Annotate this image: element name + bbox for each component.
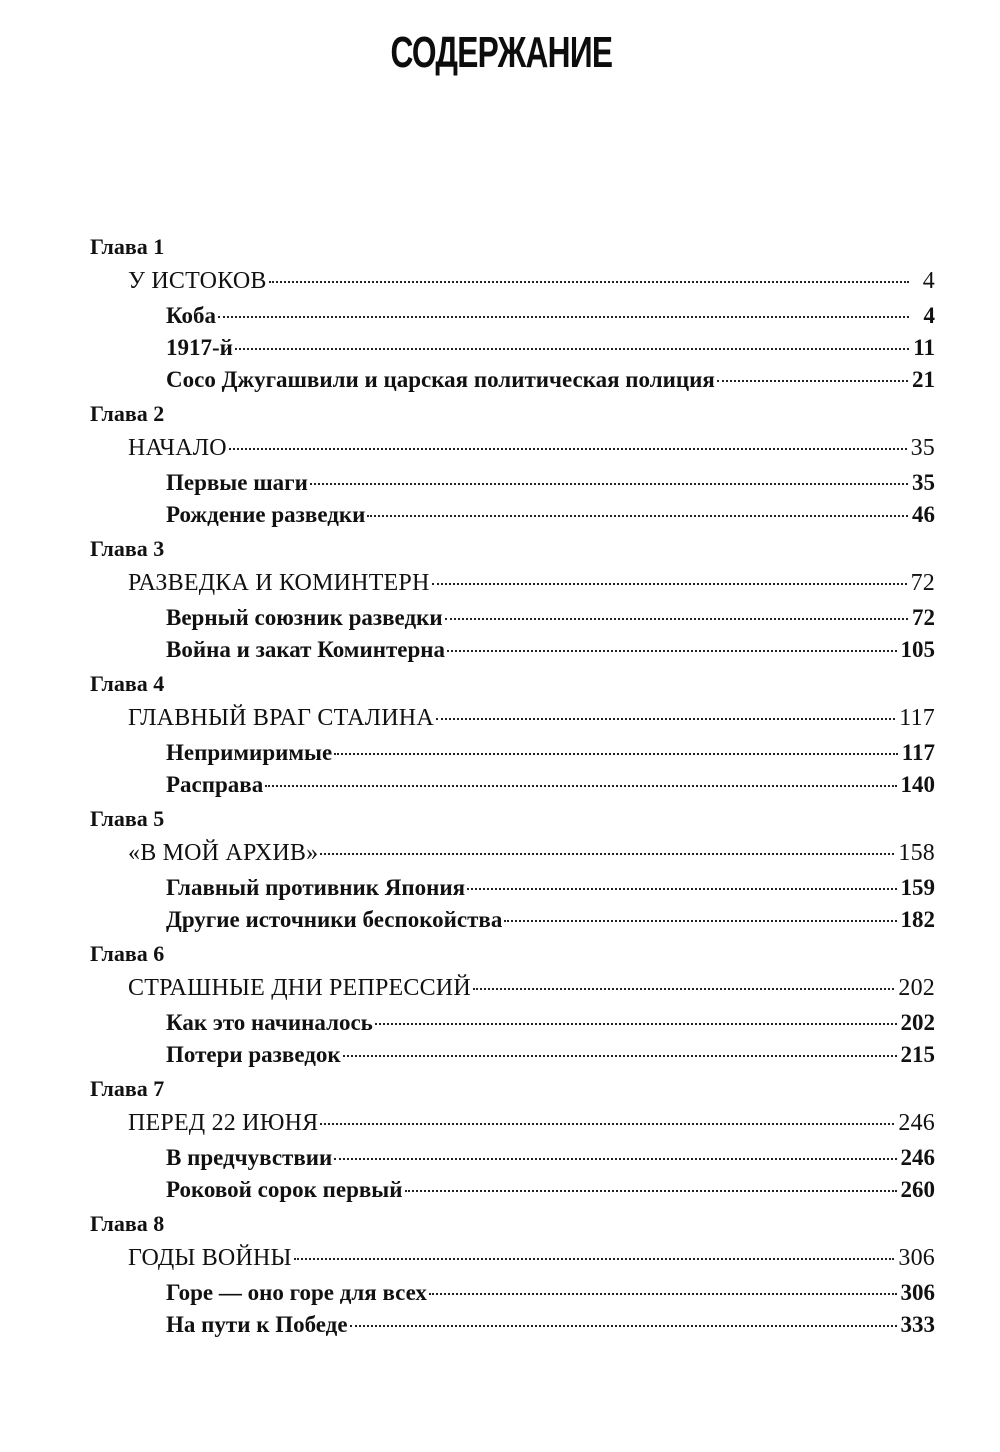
chapter-title: У ИСТОКОВ [128, 268, 267, 294]
page-number: 182 [900, 907, 935, 932]
section-title: Рождение разведки [166, 502, 366, 527]
dot-leader [269, 281, 909, 283]
section-title: Главный противник Япония [166, 875, 466, 900]
page-number: 306 [900, 1280, 935, 1305]
section-row[interactable] [90, 1277, 935, 1309]
chapter-label: Глава 2 [90, 401, 165, 426]
section-row[interactable] [90, 364, 935, 396]
chapter-title-row[interactable] [90, 262, 935, 300]
section-row[interactable] [90, 872, 935, 904]
chapter-title-row[interactable] [90, 564, 935, 602]
section-title: Потери разведок [166, 1042, 341, 1067]
dot-leader [265, 785, 896, 787]
chapter-label: Глава 5 [90, 806, 165, 831]
chapter-title-row[interactable] [90, 1239, 935, 1277]
dot-leader [717, 380, 908, 382]
chapter-label: Глава 3 [90, 536, 165, 561]
page-number: 246 [900, 1145, 935, 1170]
section-title: Роковой сорок первый [166, 1177, 403, 1202]
section-title: На пути к Победе [166, 1312, 348, 1337]
section-row[interactable] [90, 499, 935, 531]
page-number: 246 [898, 1110, 935, 1136]
page-title: СОДЕРЖАНИЕ [390, 28, 613, 77]
dot-leader [343, 1055, 897, 1057]
chapter-title: СТРАШНЫЕ ДНИ РЕПРЕССИЙ [128, 975, 471, 1001]
page-number: 21 [912, 367, 935, 392]
section-row[interactable] [90, 1309, 935, 1341]
table-of-contents [90, 232, 935, 1344]
chapter-title-row[interactable] [90, 699, 935, 737]
page-number: 215 [900, 1042, 935, 1067]
chapter-6 [90, 939, 935, 1071]
page-number: 140 [900, 772, 935, 797]
section-title: Верный союзник разведки [166, 605, 443, 630]
chapter-8 [90, 1209, 935, 1341]
page-number: 35 [910, 435, 935, 461]
section-title: Сосо Джугашвили и царская политическая полиция [166, 367, 715, 392]
dot-leader [294, 1258, 895, 1260]
section-row[interactable] [90, 1039, 935, 1071]
page-number: 158 [898, 840, 935, 866]
page-number: 72 [910, 570, 935, 596]
section-title: 1917-й [166, 335, 233, 360]
chapter-title-row[interactable] [90, 1104, 935, 1142]
dot-leader [334, 753, 898, 755]
dot-leader [447, 650, 896, 652]
page-number: 306 [898, 1245, 935, 1271]
chapter-label: Глава 8 [90, 1211, 165, 1236]
chapter-label: Глава 6 [90, 941, 165, 966]
chapter-title-row[interactable] [90, 969, 935, 1007]
page-number: 202 [900, 1010, 935, 1035]
section-title: Война и закат Коминтерна [166, 637, 446, 662]
dot-leader [350, 1325, 897, 1327]
dot-leader [229, 448, 907, 450]
chapter-label: Глава 1 [90, 234, 165, 259]
section-title: Коба [166, 303, 217, 328]
section-title: Первые шаги [166, 470, 308, 495]
dot-leader [235, 348, 909, 350]
page-number: 260 [900, 1177, 935, 1202]
page-number: 333 [900, 1312, 935, 1337]
page-number: 72 [912, 605, 935, 630]
section-row[interactable] [90, 904, 935, 936]
section-row[interactable] [90, 467, 935, 499]
dot-leader [320, 1123, 894, 1125]
page-number: 105 [900, 637, 935, 662]
chapter-title-row[interactable] [90, 429, 935, 467]
dot-leader [473, 988, 895, 990]
chapter-label: Глава 7 [90, 1076, 165, 1101]
section-row[interactable] [90, 1007, 935, 1039]
chapter-1 [90, 232, 935, 396]
dot-leader [375, 1023, 897, 1025]
section-row[interactable] [90, 1174, 935, 1206]
chapter-title-row[interactable] [90, 834, 935, 872]
section-title: Расправа [166, 772, 264, 797]
dot-leader [445, 618, 908, 620]
dot-leader [320, 853, 894, 855]
page-number: 35 [912, 470, 935, 495]
chapter-label: Глава 4 [90, 671, 165, 696]
section-row[interactable] [90, 300, 935, 332]
dot-leader [367, 515, 908, 517]
page-number: 4 [922, 268, 935, 294]
page-number: 4 [923, 303, 935, 328]
chapter-title: ГЛАВНЫЙ ВРАГ СТАЛИНА [128, 705, 434, 731]
dot-leader [218, 316, 909, 318]
dot-leader [436, 718, 895, 720]
section-title: Непримиримые [166, 740, 333, 765]
dot-leader [504, 920, 896, 922]
page-number: 117 [901, 740, 935, 765]
chapter-title: «В МОЙ АРХИВ» [128, 840, 319, 866]
dot-leader [310, 483, 908, 485]
chapter-2 [90, 399, 935, 531]
dot-leader [467, 888, 896, 890]
page-number: 202 [898, 975, 935, 1001]
section-title: Как это начиналось [166, 1010, 373, 1035]
page-number: 11 [913, 335, 935, 360]
section-row[interactable] [90, 769, 935, 801]
section-row[interactable] [90, 737, 935, 769]
page-number: 46 [912, 502, 935, 527]
dot-leader [334, 1158, 896, 1160]
chapter-5 [90, 804, 935, 936]
dot-leader [405, 1190, 897, 1192]
dot-leader [429, 1293, 897, 1295]
section-row[interactable] [90, 602, 935, 634]
section-title: В предчувствии [166, 1145, 333, 1170]
page-number: 117 [899, 705, 935, 731]
page-number: 159 [900, 875, 935, 900]
section-row[interactable] [90, 634, 935, 666]
chapter-title: НАЧАЛО [128, 435, 227, 461]
chapter-4 [90, 669, 935, 801]
chapter-3 [90, 534, 935, 666]
dot-leader [432, 583, 907, 585]
section-title: Горе — оно горе для всех [166, 1280, 427, 1305]
section-row[interactable] [90, 332, 935, 364]
chapter-7 [90, 1074, 935, 1206]
section-title: Другие источники беспокойства [166, 907, 503, 932]
chapter-title: ГОДЫ ВОЙНЫ [128, 1245, 292, 1271]
chapter-title: РАЗВЕДКА И КОМИНТЕРН [128, 570, 430, 596]
section-row[interactable] [90, 1142, 935, 1174]
chapter-title: ПЕРЕД 22 ИЮНЯ [128, 1110, 319, 1136]
